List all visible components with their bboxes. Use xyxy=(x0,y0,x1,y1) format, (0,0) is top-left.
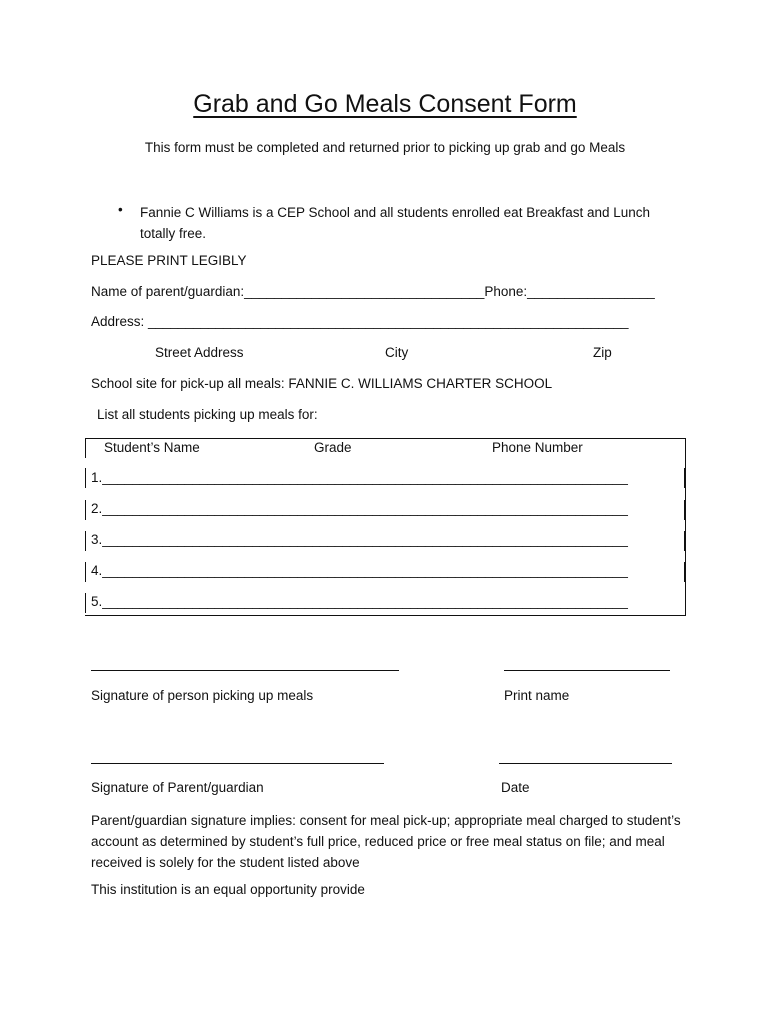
city-label: City xyxy=(385,345,409,360)
date-line[interactable] xyxy=(499,763,672,764)
print-notice: PLEASE PRINT LEGIBLY xyxy=(91,253,247,268)
school-site-line: School site for pick-up all meals: FANNIE C. WILLIAMS CHARTER SCHOOL xyxy=(91,376,553,391)
parent-signature-line[interactable] xyxy=(91,763,384,764)
row-left-border xyxy=(85,468,86,488)
row-left-border xyxy=(85,593,86,613)
header-grade: Grade xyxy=(314,440,352,455)
consent-disclaimer: Parent/guardian signature implies: consent for meal pick-up; appropriate meal charged to student’s account as determined by student’s full price, reduced price or free meal status on file; and meal received is solely for the student listed above xyxy=(91,813,681,870)
table-row[interactable]: 1.______________________________________________________________________ xyxy=(91,470,628,485)
print-name-label: Print name xyxy=(504,688,570,703)
row-right-border xyxy=(684,562,685,582)
row-right-border xyxy=(684,531,685,551)
form-subtitle: This form must be completed and returned prior to picking up grab and go Meals xyxy=(144,140,626,155)
header-student-name: Student’s Name xyxy=(104,440,200,455)
cep-notice: Fannie C Williams is a CEP School and all students enrolled eat Breakfast and Lunch totally free. xyxy=(140,205,651,241)
table-row[interactable]: 3.______________________________________________________________________ xyxy=(91,532,628,547)
bullet-marker: • xyxy=(118,202,123,217)
equal-opportunity-statement: This institution is an equal opportunity provide xyxy=(91,882,365,897)
row-left-border xyxy=(85,562,86,582)
student-table xyxy=(85,438,686,616)
row-left-border xyxy=(85,500,86,520)
table-row[interactable]: 2.______________________________________________________________________ xyxy=(91,501,628,516)
table-left-border xyxy=(85,438,86,458)
pickup-signature-line[interactable] xyxy=(91,670,399,671)
street-address-label: Street Address xyxy=(155,345,244,360)
table-row[interactable]: 4.______________________________________________________________________ xyxy=(91,563,628,578)
parent-name-phone-line[interactable]: Name of parent/guardian:________________________________Phone:_________________ xyxy=(91,284,655,299)
row-right-border xyxy=(684,500,685,520)
row-left-border xyxy=(85,531,86,551)
row-right-border xyxy=(684,468,685,488)
form-title: Grab and Go Meals Consent Form xyxy=(193,90,577,118)
date-label: Date xyxy=(501,780,530,795)
print-name-line[interactable] xyxy=(504,670,670,671)
header-phone-number: Phone Number xyxy=(492,440,583,455)
table-row[interactable]: 5.______________________________________________________________________ xyxy=(91,594,628,609)
parent-signature-label: Signature of Parent/guardian xyxy=(91,780,264,795)
address-line[interactable]: Address: ________________________________________________________________ xyxy=(91,314,629,329)
zip-label: Zip xyxy=(593,345,612,360)
student-list-label: List all students picking up meals for: xyxy=(97,407,318,422)
pickup-signature-label: Signature of person picking up meals xyxy=(91,688,314,703)
